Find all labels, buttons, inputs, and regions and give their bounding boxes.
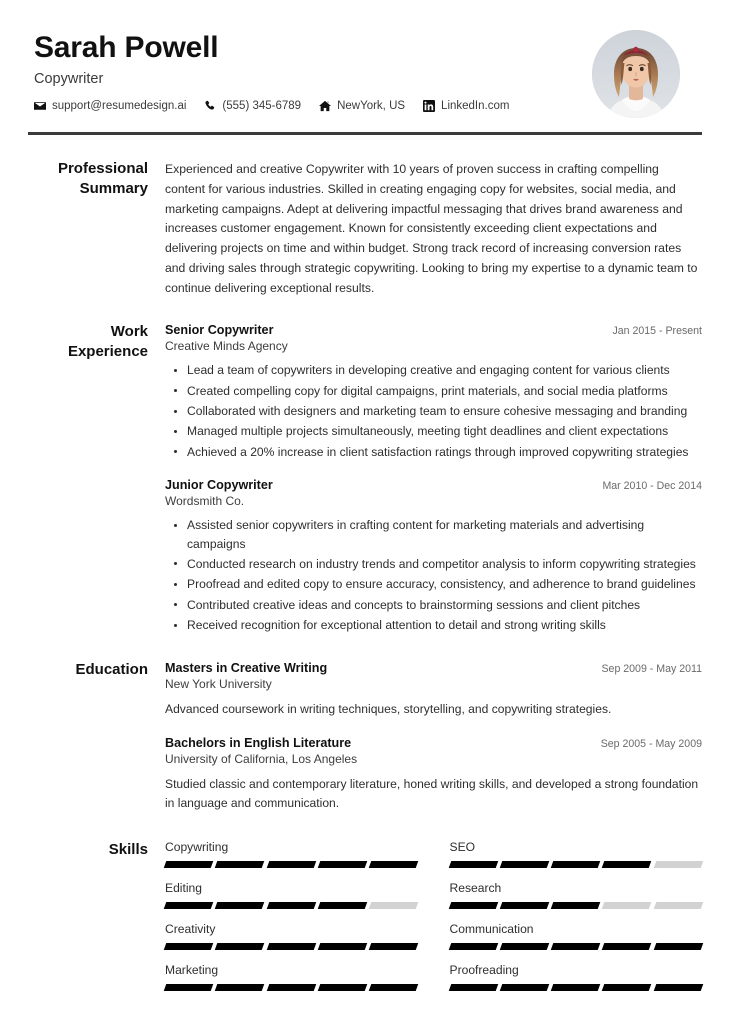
skill-level-bar xyxy=(450,902,703,909)
education-body xyxy=(165,660,702,814)
skill-level-bar xyxy=(450,943,703,950)
section-education xyxy=(28,660,702,814)
skill-segment xyxy=(318,943,368,950)
skill-item xyxy=(165,963,418,1004)
entry-date: Sep 2005 - May 2009 xyxy=(600,738,702,751)
skills-grid xyxy=(165,840,702,1004)
section-label-skills: Skills xyxy=(108,840,148,858)
experience-entry xyxy=(165,478,702,634)
skill-item xyxy=(450,881,703,922)
summary-text: Experienced and creative Copywriter with 10 years of proven success in crafting compelling content for various industries. Skilled in creating engaging copy for websites, social media, and marketing campaigns. Adept at delivering impactful messaging that drives brand awareness and increases customer engagement. Known for consistently exceeding client expectations and delivering projects on time and within budget. Strong track record of increasing conversion rates and driving sales through strategic copywriting. Looking to bring my expertise to a dynamic team to continue delivering exceptional results. xyxy=(165,162,698,295)
skill-segment xyxy=(266,861,316,868)
contact-linkedin-text: LinkedIn.com xyxy=(441,99,510,112)
list-item: Lead a team of copywriters in developing creative and engaging content for various clients xyxy=(165,361,702,379)
skill-segment xyxy=(602,984,652,991)
skill-segment xyxy=(266,943,316,950)
skill-segment xyxy=(448,984,498,991)
skill-segment xyxy=(164,984,214,991)
skill-level-bar xyxy=(450,861,703,868)
skill-segment xyxy=(448,902,498,909)
contact-location-text: NewYork, US xyxy=(337,99,406,112)
entry-date: Jan 2015 - Present xyxy=(612,325,702,338)
page-title: Sarah Powell xyxy=(34,31,219,64)
skill-segment xyxy=(602,943,652,950)
contact-email-text: support@resumedesign.ai xyxy=(52,99,187,112)
skill-name: Proofreading xyxy=(449,962,519,977)
avatar xyxy=(592,30,680,118)
skill-segment xyxy=(164,861,214,868)
skill-segment xyxy=(500,902,550,909)
contact-phone-text: (555) 345-6789 xyxy=(222,99,302,112)
contact-linkedin[interactable] xyxy=(423,100,509,112)
skill-segment xyxy=(448,861,498,868)
education-entry xyxy=(165,661,702,719)
header-divider xyxy=(28,132,702,135)
list-item: Created compelling copy for digital campaigns, print materials, and social media platforms xyxy=(165,382,702,400)
section-label-experience: Work Experience xyxy=(67,323,148,360)
entry-company: Creative Minds Agency xyxy=(165,339,288,354)
header-left xyxy=(28,30,509,112)
skill-item xyxy=(450,922,703,963)
skill-segment xyxy=(266,902,316,909)
skill-segment xyxy=(164,902,214,909)
skill-name: Research xyxy=(449,880,502,895)
entry-degree: Masters in Creative Writing xyxy=(165,661,328,676)
education-entry xyxy=(165,736,702,812)
skill-segment xyxy=(551,984,601,991)
contact-phone[interactable] xyxy=(204,100,301,112)
entry-bullets xyxy=(165,361,702,461)
contact-email[interactable] xyxy=(34,100,186,112)
skill-level-bar xyxy=(450,984,703,991)
skill-segment xyxy=(653,943,703,950)
entry-head xyxy=(165,661,702,675)
skill-name: Copywriting xyxy=(165,839,229,854)
list-item: Received recognition for exceptional attention to detail and strong writing skills xyxy=(165,616,702,634)
skill-name: Creativity xyxy=(165,921,216,936)
skill-segment xyxy=(215,861,265,868)
entry-date: Mar 2010 - Dec 2014 xyxy=(602,480,702,493)
linkedin-icon xyxy=(423,100,435,112)
resume-header xyxy=(28,0,702,118)
section-skills xyxy=(28,839,702,1004)
entry-company: Wordsmith Co. xyxy=(165,494,245,509)
list-item: Proofread and edited copy to ensure accuracy, consistency, and adherence to brand guidelines xyxy=(165,575,702,593)
skill-level-bar xyxy=(165,943,418,950)
job-title: Copywriter xyxy=(34,70,104,87)
entry-head xyxy=(165,323,702,337)
entry-school: New York University xyxy=(165,677,272,692)
skill-name: Marketing xyxy=(165,962,219,977)
experience-entry xyxy=(165,323,702,461)
envelope-icon xyxy=(34,100,46,112)
skills-body xyxy=(165,839,702,1004)
skill-segment xyxy=(500,943,550,950)
list-item: Managed multiple projects simultaneously, meeting tight deadlines and client expectations xyxy=(165,422,702,440)
contact-location[interactable] xyxy=(319,100,405,112)
skill-segment xyxy=(653,984,703,991)
skill-segment xyxy=(551,902,601,909)
skill-level-bar xyxy=(165,984,418,991)
skill-segment xyxy=(448,943,498,950)
skill-segment xyxy=(602,861,652,868)
skill-level-bar xyxy=(165,861,418,868)
skill-segment xyxy=(551,943,601,950)
skill-segment xyxy=(318,902,368,909)
entry-date: Sep 2009 - May 2011 xyxy=(601,663,702,676)
list-item: Assisted senior copywriters in crafting content for marketing materials and advertising campaigns xyxy=(165,516,702,553)
skill-segment xyxy=(551,861,601,868)
entry-degree: Bachelors in English Literature xyxy=(165,736,352,751)
skill-segment xyxy=(215,943,265,950)
entry-bullets xyxy=(165,516,702,634)
skill-name: Editing xyxy=(165,880,202,895)
skill-segment xyxy=(369,984,419,991)
skill-item xyxy=(165,881,418,922)
skill-segment xyxy=(215,984,265,991)
skill-segment xyxy=(500,984,550,991)
skill-segment xyxy=(500,861,550,868)
phone-icon xyxy=(204,100,216,112)
skill-segment xyxy=(215,902,265,909)
skill-segment xyxy=(318,984,368,991)
entry-head xyxy=(165,736,702,750)
skill-segment xyxy=(318,861,368,868)
skill-segment xyxy=(164,943,214,950)
skill-segment xyxy=(369,902,419,909)
skill-segment xyxy=(602,902,652,909)
skill-item xyxy=(450,840,703,881)
entry-description: Advanced coursework in writing techniques, storytelling, and copywriting strategies. xyxy=(165,702,612,717)
skill-level-bar xyxy=(165,902,418,909)
skill-item xyxy=(450,963,703,1004)
entry-title: Junior Copywriter xyxy=(165,478,273,493)
skill-item xyxy=(165,922,418,963)
skill-item xyxy=(165,840,418,881)
skill-segment xyxy=(653,861,703,868)
section-label-education: Education xyxy=(75,661,148,679)
experience-body xyxy=(165,322,702,636)
entry-school: University of California, Los Angeles xyxy=(165,752,358,767)
skill-segment xyxy=(266,984,316,991)
list-item: Achieved a 20% increase in client satisfaction ratings through improved copywriting strategies xyxy=(165,443,702,461)
home-icon xyxy=(319,100,331,112)
skill-segment xyxy=(369,943,419,950)
skill-segment xyxy=(653,902,703,909)
contact-row xyxy=(34,100,509,112)
section-professional-summary xyxy=(28,159,702,298)
skill-segment xyxy=(369,861,419,868)
list-item: Collaborated with designers and marketing team to ensure cohesive messaging and branding xyxy=(165,402,702,420)
list-item: Conducted research on industry trends and competitor analysis to inform copywriting strategies xyxy=(165,555,702,573)
skill-name: SEO xyxy=(449,839,476,854)
entry-description: Studied classic and contemporary literature, honed writing skills, and developed a strong foundation in language and communication. xyxy=(165,777,699,810)
list-item: Contributed creative ideas and concepts to brainstorming sessions and client pitches xyxy=(165,596,702,614)
section-work-experience xyxy=(28,322,702,636)
summary-body xyxy=(165,159,702,298)
section-label-summary: Professional Summary xyxy=(57,160,148,197)
entry-head xyxy=(165,478,702,492)
skill-name: Communication xyxy=(449,921,534,936)
entry-title: Senior Copywriter xyxy=(165,323,274,338)
